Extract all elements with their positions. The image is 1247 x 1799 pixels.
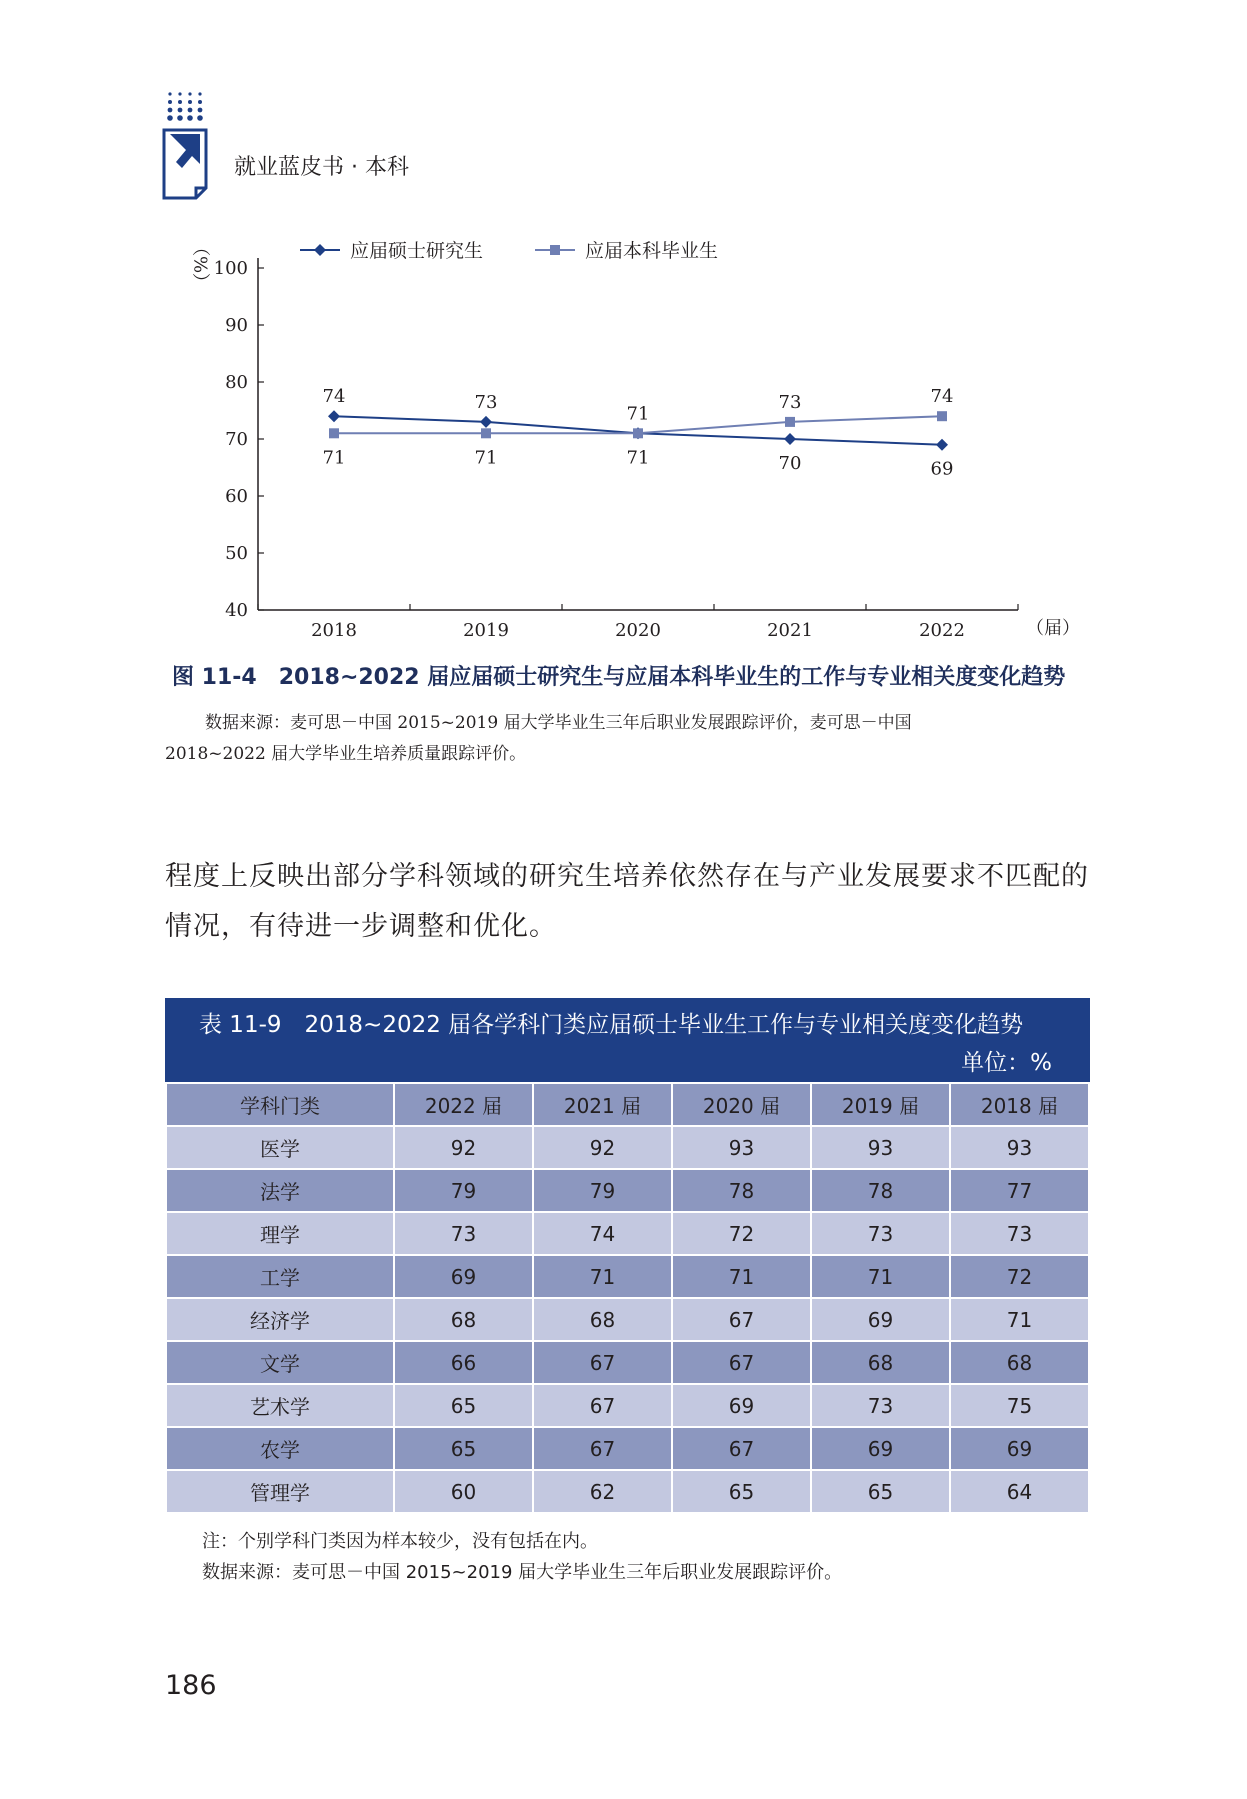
figure-caption: 图 11-4 2018~2022 届应届硕士研究生与应届本科毕业生的工作与专业相关度变化趋势 <box>172 665 1066 690</box>
x-tick-label: 2022 <box>919 620 965 641</box>
table-source: 数据来源：麦可思－中国 2015~2019 届大学毕业生三年后职业发展跟踪评价。 <box>202 1562 843 1583</box>
table-cell: 73 <box>394 1212 533 1255</box>
table-header-cell: 学科门类 <box>166 1083 394 1126</box>
table-note: 注：个别学科门类因为样本较少，没有包括在内。 <box>202 1531 598 1552</box>
figure-source-line1: 数据来源：麦可思－中国 2015~2019 届大学毕业生三年后职业发展跟踪评价，麦可思－中国 <box>205 713 912 733</box>
table-row <box>166 1126 1089 1169</box>
x-axis-unit: （届） <box>1026 618 1080 639</box>
table-cell: 67 <box>672 1427 811 1470</box>
data-label: 71 <box>626 403 650 425</box>
data-point <box>481 428 491 438</box>
table-cell: 73 <box>950 1212 1089 1255</box>
data-table <box>165 998 1090 1514</box>
table-row <box>166 1169 1089 1212</box>
table-cell: 71 <box>672 1255 811 1298</box>
data-label: 74 <box>322 386 346 408</box>
table-cell: 62 <box>533 1470 672 1513</box>
y-tick-label: 40 <box>225 600 248 621</box>
table-cell: 77 <box>950 1169 1089 1212</box>
book-series-icon <box>160 90 220 200</box>
table-cell: 60 <box>394 1470 533 1513</box>
y-tick-label: 50 <box>225 543 248 564</box>
y-tick-label: 70 <box>225 429 248 450</box>
table-row-label: 管理学 <box>166 1470 394 1513</box>
table-header-cell: 2020 届 <box>672 1083 811 1126</box>
data-label: 69 <box>930 458 954 480</box>
table-header-cell: 2021 届 <box>533 1083 672 1126</box>
table-cell: 67 <box>672 1341 811 1384</box>
table-header-row <box>166 1083 1089 1126</box>
body-paragraph <box>165 852 1095 952</box>
table-cell: 79 <box>394 1169 533 1212</box>
table-cell: 69 <box>811 1427 950 1470</box>
table-row-label: 医学 <box>166 1126 394 1169</box>
table-row-label: 艺术学 <box>166 1384 394 1427</box>
data-label: 74 <box>930 386 954 408</box>
table-cell: 71 <box>950 1298 1089 1341</box>
table-row <box>166 1298 1089 1341</box>
x-tick-label: 2021 <box>767 620 813 641</box>
table-cell: 67 <box>533 1384 672 1427</box>
table-cell: 72 <box>950 1255 1089 1298</box>
table-header-cell: 2019 届 <box>811 1083 950 1126</box>
legend-marker <box>314 244 326 256</box>
legend-label: 应届本科毕业生 <box>585 240 719 262</box>
table-row <box>166 1341 1089 1384</box>
table-cell: 71 <box>533 1255 672 1298</box>
table-row <box>166 1255 1089 1298</box>
chart-axes <box>190 238 1081 641</box>
table-cell: 73 <box>811 1212 950 1255</box>
data-point <box>633 428 643 438</box>
table-cell: 65 <box>394 1384 533 1427</box>
table-row <box>166 1212 1089 1255</box>
y-tick-label: 80 <box>225 372 248 393</box>
body-line2: 情况，有待进一步调整和优化。 <box>165 911 557 942</box>
table-notes <box>202 1526 842 1588</box>
legend-label: 应届硕士研究生 <box>350 240 484 262</box>
table-cell: 92 <box>394 1126 533 1169</box>
figure-source-line2: 2018~2022 届大学毕业生培养质量跟踪评价。 <box>165 744 527 764</box>
y-tick-label: 60 <box>225 486 248 507</box>
table-unit: 单位：% <box>961 1050 1052 1076</box>
chart-series <box>323 386 954 480</box>
data-point <box>784 433 796 445</box>
y-tick-label: 90 <box>225 315 248 336</box>
table-cell: 75 <box>950 1384 1089 1427</box>
line-chart <box>160 228 1110 658</box>
table-cell: 93 <box>672 1126 811 1169</box>
x-tick-label: 2018 <box>311 620 357 641</box>
table-row-label: 理学 <box>166 1212 394 1255</box>
table-cell: 69 <box>811 1298 950 1341</box>
table-cell: 69 <box>672 1384 811 1427</box>
table-cell: 67 <box>533 1427 672 1470</box>
table-body <box>166 1126 1089 1513</box>
y-axis-unit: （%） <box>189 238 211 292</box>
data-point <box>328 410 340 422</box>
data-point <box>936 439 948 451</box>
table-row-label: 工学 <box>166 1255 394 1298</box>
table-row-label: 文学 <box>166 1341 394 1384</box>
page-number: 186 <box>165 1670 217 1701</box>
table-cell: 78 <box>811 1169 950 1212</box>
running-header: 就业蓝皮书 · 本科 <box>234 155 409 180</box>
data-label: 71 <box>626 447 650 469</box>
table-row <box>166 1384 1089 1427</box>
table-row-label: 法学 <box>166 1169 394 1212</box>
figure-source <box>165 708 1095 770</box>
data-point <box>480 416 492 428</box>
table-row-label: 经济学 <box>166 1298 394 1341</box>
table-cell: 68 <box>533 1298 672 1341</box>
body-line1: 程度上反映出部分学科领域的研究生培养依然存在与产业发展要求不匹配的 <box>165 861 1089 892</box>
chart-legend <box>300 240 718 262</box>
data-label: 71 <box>322 447 346 469</box>
table-cell: 93 <box>950 1126 1089 1169</box>
x-tick-label: 2020 <box>615 620 661 641</box>
table-cell: 68 <box>950 1341 1089 1384</box>
table-cell: 74 <box>533 1212 672 1255</box>
y-tick-label: 100 <box>213 258 248 279</box>
table-title: 表 11-9 2018~2022 届各学科门类应届硕士毕业生工作与专业相关度变化趋势 <box>199 1012 1024 1038</box>
table-cell: 71 <box>811 1255 950 1298</box>
data-point <box>785 417 795 427</box>
table-cell: 66 <box>394 1341 533 1384</box>
table-cell: 72 <box>672 1212 811 1255</box>
data-label: 70 <box>778 453 802 474</box>
x-tick-label: 2019 <box>463 620 509 641</box>
table-cell: 78 <box>672 1169 811 1212</box>
table-cell: 92 <box>533 1126 672 1169</box>
table-cell: 64 <box>950 1470 1089 1513</box>
table-cell: 93 <box>811 1126 950 1169</box>
table-cell: 65 <box>811 1470 950 1513</box>
table-cell: 65 <box>394 1427 533 1470</box>
table-row <box>166 1427 1089 1470</box>
table-cell: 65 <box>672 1470 811 1513</box>
table-cell: 67 <box>672 1298 811 1341</box>
data-label: 73 <box>778 391 802 413</box>
table-title-bar <box>165 998 1090 1082</box>
legend-marker <box>550 245 560 255</box>
data-label: 71 <box>474 447 498 469</box>
data-point <box>937 411 947 421</box>
data-point <box>329 428 339 438</box>
table-cell: 79 <box>533 1169 672 1212</box>
table-cell: 68 <box>811 1341 950 1384</box>
table-row-label: 农学 <box>166 1427 394 1470</box>
table-cell: 69 <box>394 1255 533 1298</box>
table-header-cell: 2018 届 <box>950 1083 1089 1126</box>
data-label: 73 <box>474 391 498 413</box>
table-cell: 68 <box>394 1298 533 1341</box>
table-header-cell: 2022 届 <box>394 1083 533 1126</box>
table-cell: 69 <box>950 1427 1089 1470</box>
table-cell: 73 <box>811 1384 950 1427</box>
table-row <box>166 1470 1089 1513</box>
table-cell: 67 <box>533 1341 672 1384</box>
